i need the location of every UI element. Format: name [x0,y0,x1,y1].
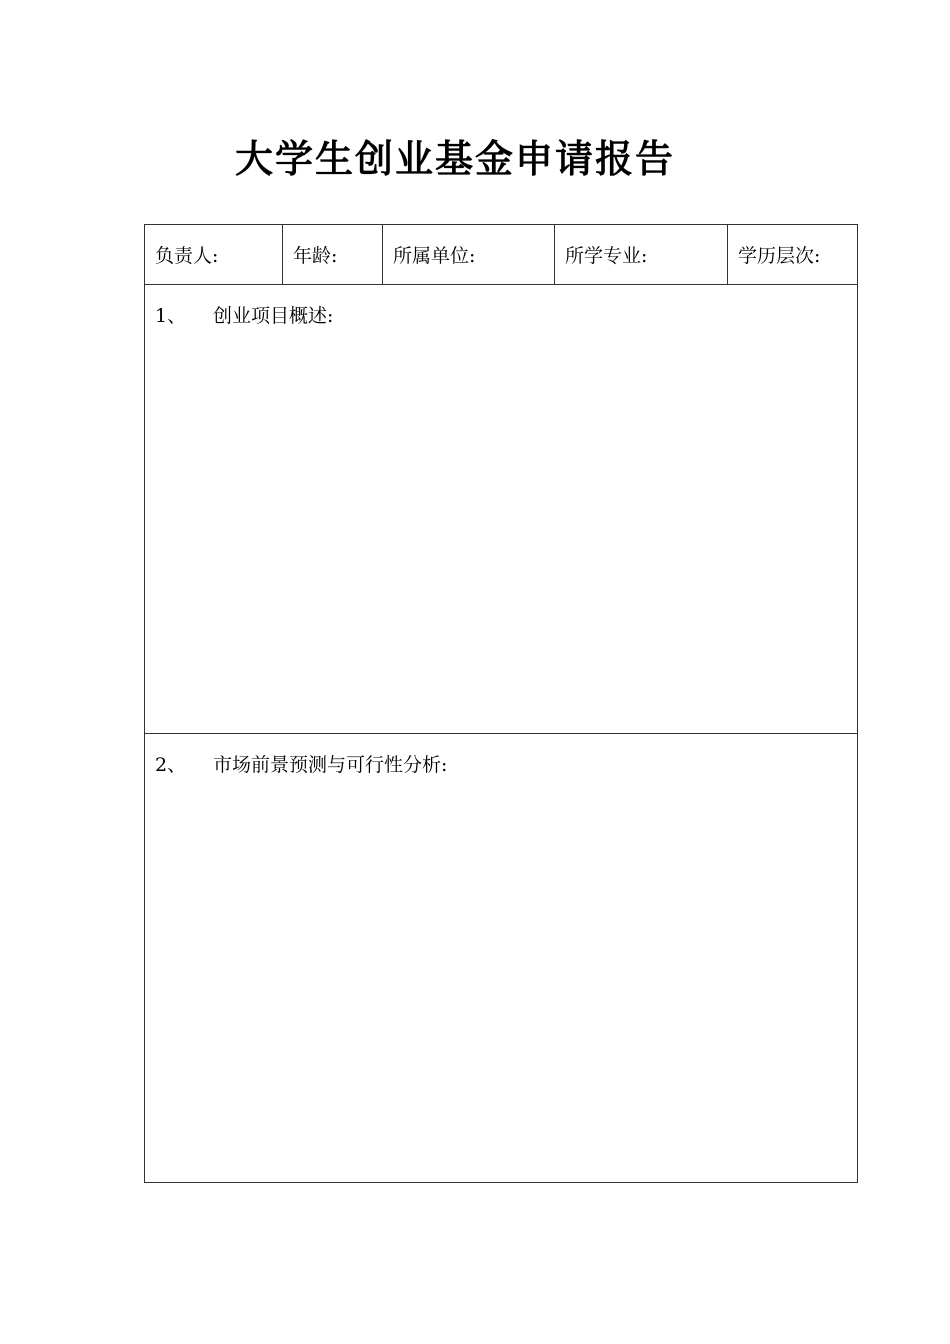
section-project-overview[interactable] [145,285,858,734]
section-market-analysis-row [145,734,858,1183]
section-number: 1、 [155,305,187,327]
section-market-analysis[interactable] [145,734,858,1183]
field-age[interactable]: 年龄: [283,225,383,285]
applicant-info-row [145,225,858,285]
application-form-table [144,224,858,1183]
section-heading [155,301,857,328]
section-heading [155,750,857,777]
field-education-level[interactable]: 学历层次: [728,225,858,285]
section-project-overview-row [145,285,858,734]
section-number: 2、 [155,754,187,776]
document-title: 大学生创业基金申请报告 [234,136,675,181]
field-affiliation[interactable]: 所属单位: [383,225,555,285]
field-responsible-person[interactable]: 负责人: [145,225,283,285]
field-major[interactable]: 所学专业: [555,225,728,285]
section-title: 创业项目概述: [213,305,334,327]
section-title: 市场前景预测与可行性分析: [213,754,448,776]
